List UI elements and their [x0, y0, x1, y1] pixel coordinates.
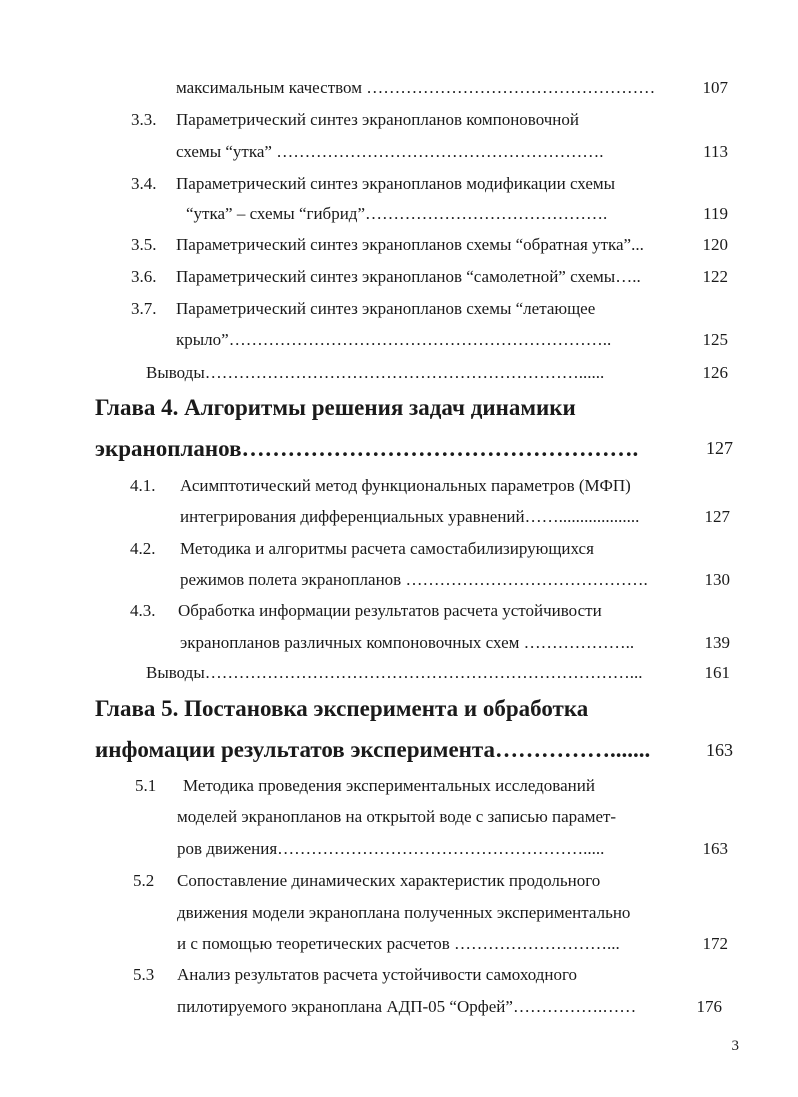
toc-text: Параметрический синтез экранопланов схемы “обратная утка”... — [176, 235, 644, 254]
toc-page: 139 — [704, 633, 730, 652]
toc-num: 3.6. — [131, 267, 157, 286]
toc-page: 125 — [702, 330, 728, 349]
toc-num: 3.4. — [131, 174, 157, 193]
toc-page: 113 — [703, 142, 728, 161]
toc-num: 3.5. — [131, 235, 157, 254]
toc-page: 119 — [703, 204, 728, 223]
toc-text: Параметрический синтез экранопланов компоновочной — [176, 110, 580, 129]
toc-num: 4.3. — [130, 601, 156, 620]
toc-page: 163 — [702, 839, 728, 858]
toc-page: 127 — [706, 438, 733, 458]
toc-page: 122 — [702, 267, 728, 286]
toc-text: пилотируемого экраноплана АДП-05 “Орфей”…………….…… — [177, 997, 637, 1016]
toc-text: максимальным качеством …………………………………………… — [176, 78, 656, 97]
toc-text: экранопланов различных компоновочных схем ……………….. — [180, 633, 635, 652]
toc-num: 5.2 — [133, 871, 155, 890]
toc-page: 120 — [702, 235, 728, 254]
toc-page: 127 — [704, 507, 730, 526]
toc-text: движения модели экраноплана полученных экспериментально — [177, 903, 631, 922]
toc-num: 5.1 — [135, 776, 157, 795]
toc-text: Сопоставление динамических характеристик продольного — [177, 871, 601, 890]
toc-text: и с помощью теоретических расчетов ………………………... — [177, 934, 620, 953]
toc-text: моделей экранопланов на открытой воде с записью парамет- — [177, 807, 617, 826]
toc-text: крыло”………………………………………………………….. — [176, 330, 612, 349]
toc-text: Параметрический синтез экранопланов “самолетной” схемы….. — [176, 267, 641, 286]
toc-text: Параметрический синтез экранопланов схемы “летающее — [176, 299, 596, 318]
toc-page: 107 — [702, 78, 728, 97]
toc-text: Методика и алгоритмы расчета самостабилизирующихся — [180, 539, 594, 558]
toc-text: Методика проведения экспериментальных исследований — [183, 776, 595, 795]
toc-text: Выводы…………………………………………………………………... — [146, 663, 643, 682]
toc-text: схемы “утка” …………………………………………………. — [176, 142, 604, 161]
toc-page: 172 — [702, 934, 728, 953]
toc-text: Обработка информации результатов расчета устойчивости — [178, 601, 602, 620]
toc-text: Асимптотический метод функциональных параметров (МФП) — [180, 476, 631, 495]
toc-text: режимов полета экранопланов ……………………………………. — [180, 570, 648, 589]
chapter-title: Глава 5. Постановка эксперимента и обработка — [95, 696, 589, 721]
chapter-title: инфомации результатов эксперимента……………....... — [95, 737, 651, 762]
toc-num: 3.7. — [131, 299, 157, 318]
toc-page: 126 — [702, 363, 728, 382]
toc-num: 3.3. — [131, 110, 157, 129]
toc-page: 176 — [696, 997, 722, 1016]
toc-text: Выводы…………………………………………………………...... — [146, 363, 605, 382]
toc-text: интегрирования дифференциальных уравнений……................... — [180, 507, 640, 526]
toc-page: 163 — [706, 740, 733, 760]
toc-num: 4.1. — [130, 476, 156, 495]
toc-page: 130 — [704, 570, 730, 589]
page-number: 3 — [731, 1038, 739, 1054]
chapter-title: экранопланов……………………………………………. — [95, 436, 639, 461]
toc-text: Анализ результатов расчета устойчивости самоходного — [177, 965, 578, 984]
toc-text: Параметрический синтез экранопланов модификации схемы — [176, 174, 616, 193]
chapter-title: Глава 4. Алгоритмы решения задач динамики — [95, 395, 576, 420]
toc-text: ров движения………………………………………………..... — [177, 839, 605, 858]
toc-num: 4.2. — [130, 539, 156, 558]
toc-num: 5.3 — [133, 965, 155, 984]
toc-text: “утка” – схемы “гибрид”……………………………………. — [186, 204, 608, 223]
toc-page: 161 — [704, 663, 730, 682]
